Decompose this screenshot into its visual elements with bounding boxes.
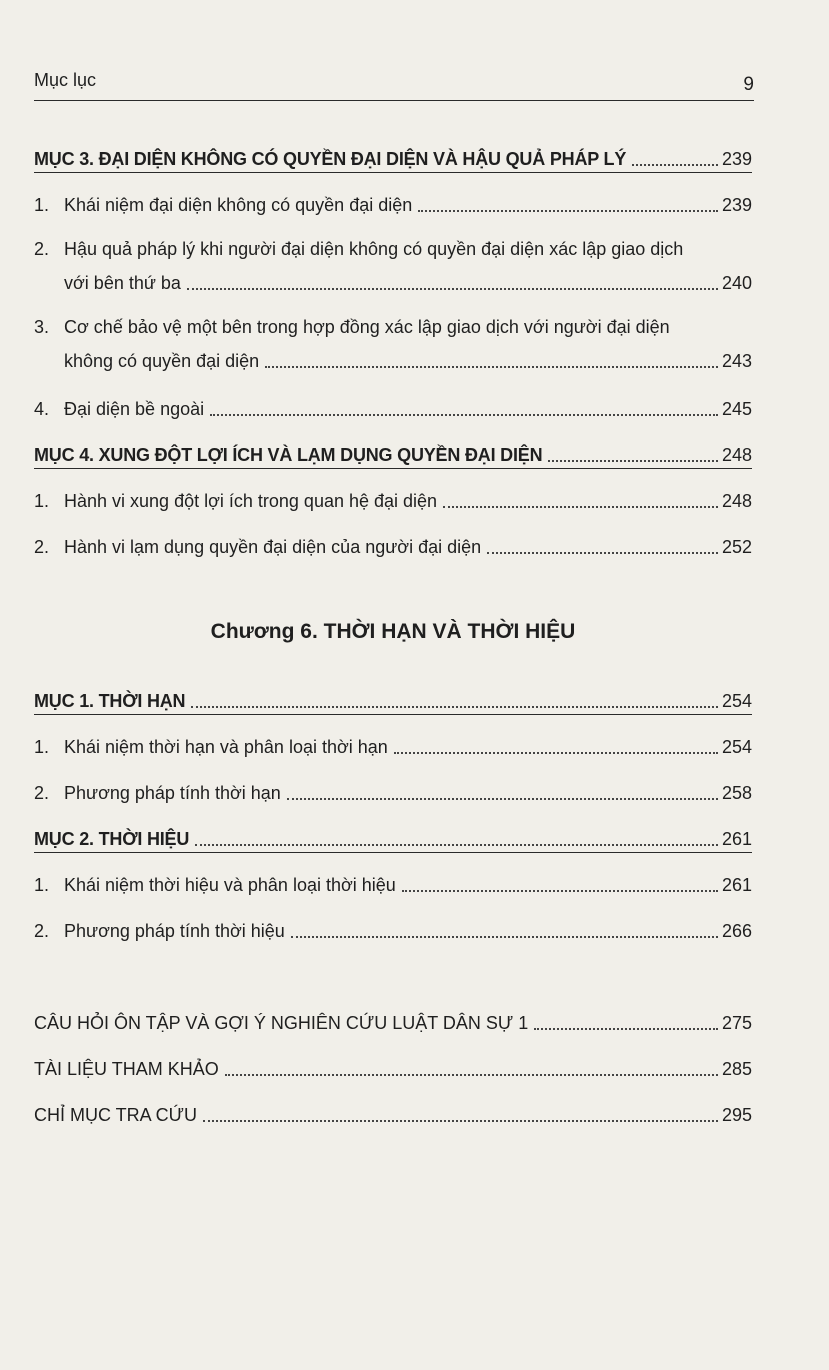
item-page: 295 <box>721 1105 752 1125</box>
item-number: 1. <box>34 737 50 757</box>
dot-leader <box>291 936 718 938</box>
dot-leader <box>443 506 718 508</box>
item-label: Khái niệm đại diện không có quyền đại diện <box>64 195 413 215</box>
item-label: với bên thứ ba <box>64 273 181 293</box>
toc-item <box>34 266 752 296</box>
section-label: MỤC 1. THỜI HẠN <box>34 691 186 711</box>
item-number: 1. <box>34 195 50 215</box>
toc-back-matter <box>34 1006 752 1036</box>
item-label: Hành vi xung đột lợi ích trong quan hệ đại diện <box>64 491 438 511</box>
toc-item <box>34 344 752 374</box>
section-label: MỤC 3. ĐẠI DIỆN KHÔNG CÓ QUYỀN ĐẠI DIỆN VÀ HẬU QUẢ PHÁP LÝ <box>34 149 627 169</box>
dot-leader <box>210 414 718 416</box>
item-page: 254 <box>721 737 752 757</box>
section-page: 248 <box>721 445 752 465</box>
item-number: 2. <box>34 783 50 803</box>
item-page: 240 <box>721 273 752 293</box>
item-page: 275 <box>721 1013 752 1033</box>
item-label: Đại diện bề ngoài <box>64 399 205 419</box>
section-page: 254 <box>721 691 752 711</box>
toc-item <box>34 868 752 898</box>
dot-leader <box>534 1028 718 1030</box>
dot-leader <box>632 164 718 166</box>
item-label: TÀI LIỆU THAM KHẢO <box>34 1059 219 1079</box>
section-page: 261 <box>721 829 752 849</box>
section-label: MỤC 4. XUNG ĐỘT LỢI ÍCH VÀ LẠM DỤNG QUYỀN ĐẠI DIỆN <box>34 445 543 465</box>
item-label-line1: Cơ chế bảo vệ một bên trong hợp đồng xác lập giao dịch với người đại diện <box>64 317 670 337</box>
dot-leader <box>191 706 718 708</box>
item-page: 285 <box>721 1059 752 1079</box>
toc-item-line1 <box>34 236 683 262</box>
item-label: Khái niệm thời hiệu và phân loại thời hiệu <box>64 875 396 895</box>
page-number: 9 <box>743 74 754 95</box>
dot-leader <box>418 210 718 212</box>
item-number: 2. <box>34 921 50 941</box>
chapter-title: Chương 6. THỜI HẠN VÀ THỜI HIỆU <box>210 620 576 643</box>
toc-item <box>34 914 752 944</box>
toc-item <box>34 484 752 514</box>
toc-item <box>34 188 752 218</box>
item-label: Khái niệm thời hạn và phân loại thời hạn <box>64 737 388 757</box>
toc-item-line1 <box>34 314 670 340</box>
dot-leader <box>203 1120 718 1122</box>
item-number: 1. <box>34 875 50 895</box>
item-page: 266 <box>721 921 752 941</box>
item-label: Hành vi lạm dụng quyền đại diện của người đại diện <box>64 537 482 557</box>
item-label: Phương pháp tính thời hiệu <box>64 921 285 941</box>
item-number: 2. <box>34 239 50 259</box>
item-number: 1. <box>34 491 50 511</box>
item-label-line1: Hậu quả pháp lý khi người đại diện không có quyền đại diện xác lập giao dịch <box>64 239 684 259</box>
toc-item <box>34 730 752 760</box>
item-number: 3. <box>34 317 50 337</box>
item-number: 4. <box>34 399 50 419</box>
dot-leader <box>548 460 718 462</box>
item-page: 239 <box>721 195 752 215</box>
toc-item <box>34 776 752 806</box>
header-title: Mục lục <box>34 70 97 90</box>
item-page: 252 <box>721 537 752 557</box>
section-page: 239 <box>721 149 752 169</box>
toc-item <box>34 392 752 422</box>
toc-section-3 <box>34 142 752 173</box>
dot-leader <box>187 288 718 290</box>
page-header <box>34 64 754 101</box>
item-page: 245 <box>721 399 752 419</box>
section-label: MỤC 2. THỜI HIỆU <box>34 829 190 849</box>
toc-item <box>34 530 752 560</box>
item-label: Phương pháp tính thời hạn <box>64 783 281 803</box>
dot-leader <box>265 366 718 368</box>
toc-section-4 <box>34 438 752 469</box>
item-number: 2. <box>34 537 50 557</box>
toc-back-matter <box>34 1098 752 1128</box>
item-label: CÂU HỎI ÔN TẬP VÀ GỢI Ý NGHIÊN CỨU LUẬT DÂN SỰ 1 <box>34 1013 529 1033</box>
dot-leader <box>225 1074 718 1076</box>
dot-leader <box>287 798 718 800</box>
item-page: 261 <box>721 875 752 895</box>
item-page: 243 <box>721 351 752 371</box>
toc-section-2 <box>34 822 752 853</box>
toc-back-matter <box>34 1052 752 1082</box>
dot-leader <box>402 890 718 892</box>
item-page: 248 <box>721 491 752 511</box>
item-label: CHỈ MỤC TRA CỨU <box>34 1105 198 1125</box>
dot-leader <box>195 844 718 846</box>
dot-leader <box>394 752 718 754</box>
item-page: 258 <box>721 783 752 803</box>
dot-leader <box>487 552 718 554</box>
item-label: không có quyền đại diện <box>64 351 260 371</box>
toc-section-1 <box>34 684 752 715</box>
